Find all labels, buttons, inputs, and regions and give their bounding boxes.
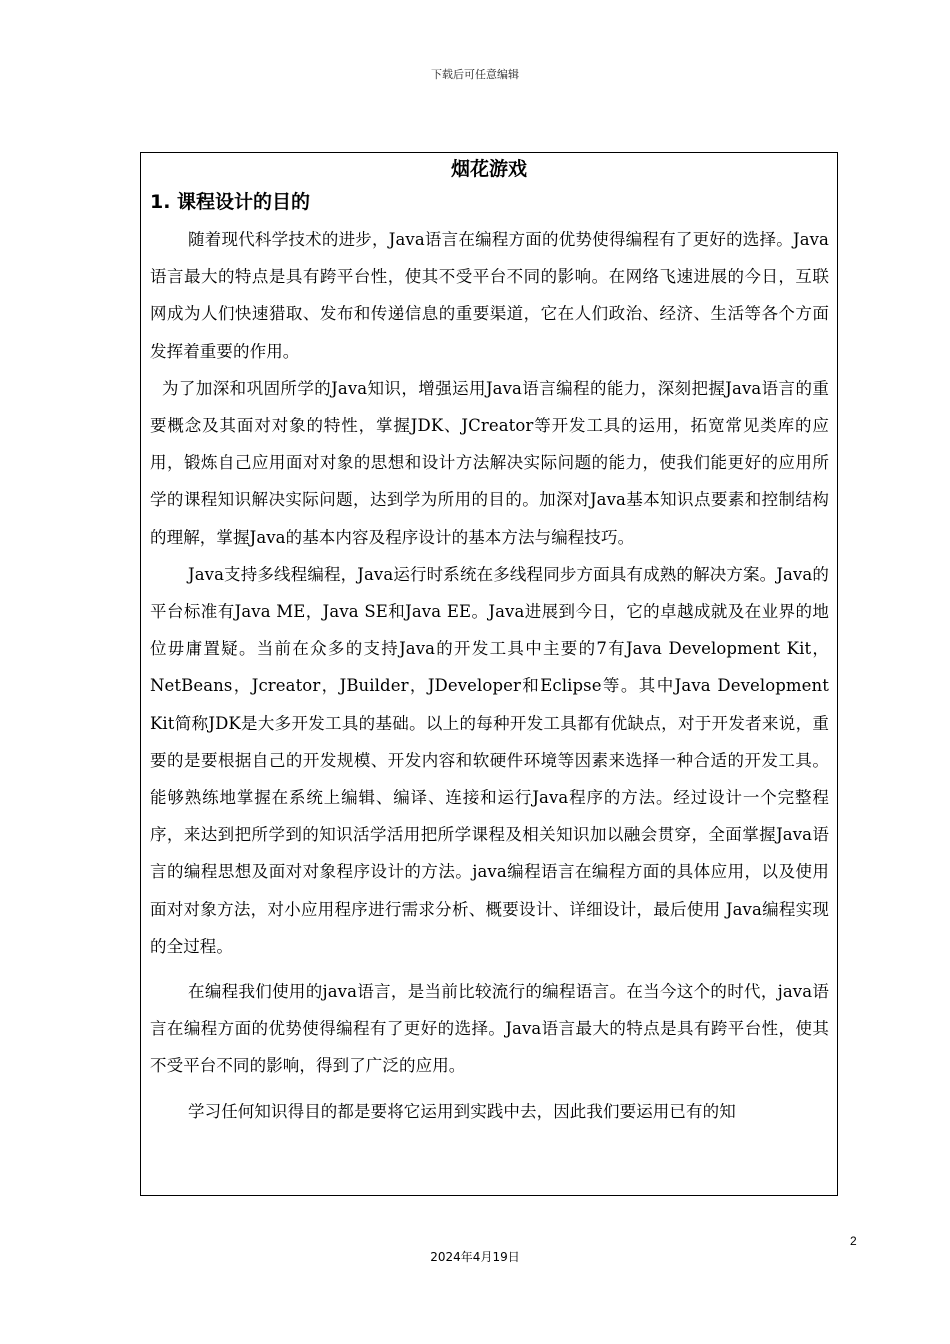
paragraph-5: 学习任何知识得目的都是要将它运用到实践中去，因此我们要运用已有的知: [188, 1101, 736, 1121]
document-title: 烟花游戏: [450, 158, 527, 180]
section-heading: 1. 课程设计的目的: [150, 191, 311, 213]
paragraph-2: 为了加深和巩固所学的Java知识，增强运用Java语言编程的能力，深刻把握Java语言的重要概念及其面对对象的特性，掌握JDK、JCreator等开发工具的运用，拓宽常见类库的应用，锻炼自己应用面对对象的思想和设计方法解决实际问题的能力，使我们能更好的应用所学的课程知识解决实际问题，达到学为所用的目的。加深对Java基本知识点要素和控制结构的理解，掌握Java的基本内容及程序设计的基本方法与编程技巧。: [150, 378, 829, 547]
content-frame: [140, 152, 838, 1196]
paragraph-1: 随着现代科学技术的进步，Java语言在编程方面的优势使得编程有了更好的选择。Java语言最大的特点是具有跨平台性，使其不受平台不同的影响。在网络飞速进展的今日，互联网成为人们快速猎取、发布和传递信息的重要渠道，它在人们政治、经济、生活等各个方面发挥着重要的作用。: [150, 230, 829, 361]
header-note: 下载后可任意编辑: [431, 68, 519, 81]
footer-date: 2024年4月19日: [430, 1250, 520, 1264]
paragraph-4: 在编程我们使用的java语言，是当前比较流行的编程语言。在当今这个的时代，java语言在编程方面的优势使得编程有了更好的选择。Java语言最大的特点是具有跨平台性，使其不受平台不同的影响，得到了广泛的应用。: [150, 982, 829, 1076]
page-number: 2: [850, 1234, 857, 1248]
paragraph-3: Java支持多线程编程，Java运行时系统在多线程同步方面具有成熟的解决方案。Java的平台标准有Java ME，Java SE和Java EE。Java进展到今日，它的卓越成就及在业界的地位毋庸置疑。当前在众多的支持Java的开发工具中主要的7有Java Development Kit，NetBeans，Jcreator，JBuilder，JDeveloper和Eclipse等。其中Java Development Kit简称JDK是大多开发工具的基础。以上的每种开发工具都有优缺点，对于开发者来说，重要的是要根据自己的开发规模、开发内容和软硬件环境等因素来选择一种合适的开发工具。能够熟练地掌握在系统上编辑、编译、连接和运行Java程序的方法。经过设计一个完整程序，来达到把所学到的知识活学活用把所学课程及相关知识加以融会贯穿，全面掌握Java语言的编程思想及面对对象程序设计的方法。java编程语言在编程方面的具体应用，以及使用面对对象方法，对小应用程序进行需求分析、概要设计、详细设计，最后使用 Java编程实现的全过程。: [150, 564, 829, 956]
